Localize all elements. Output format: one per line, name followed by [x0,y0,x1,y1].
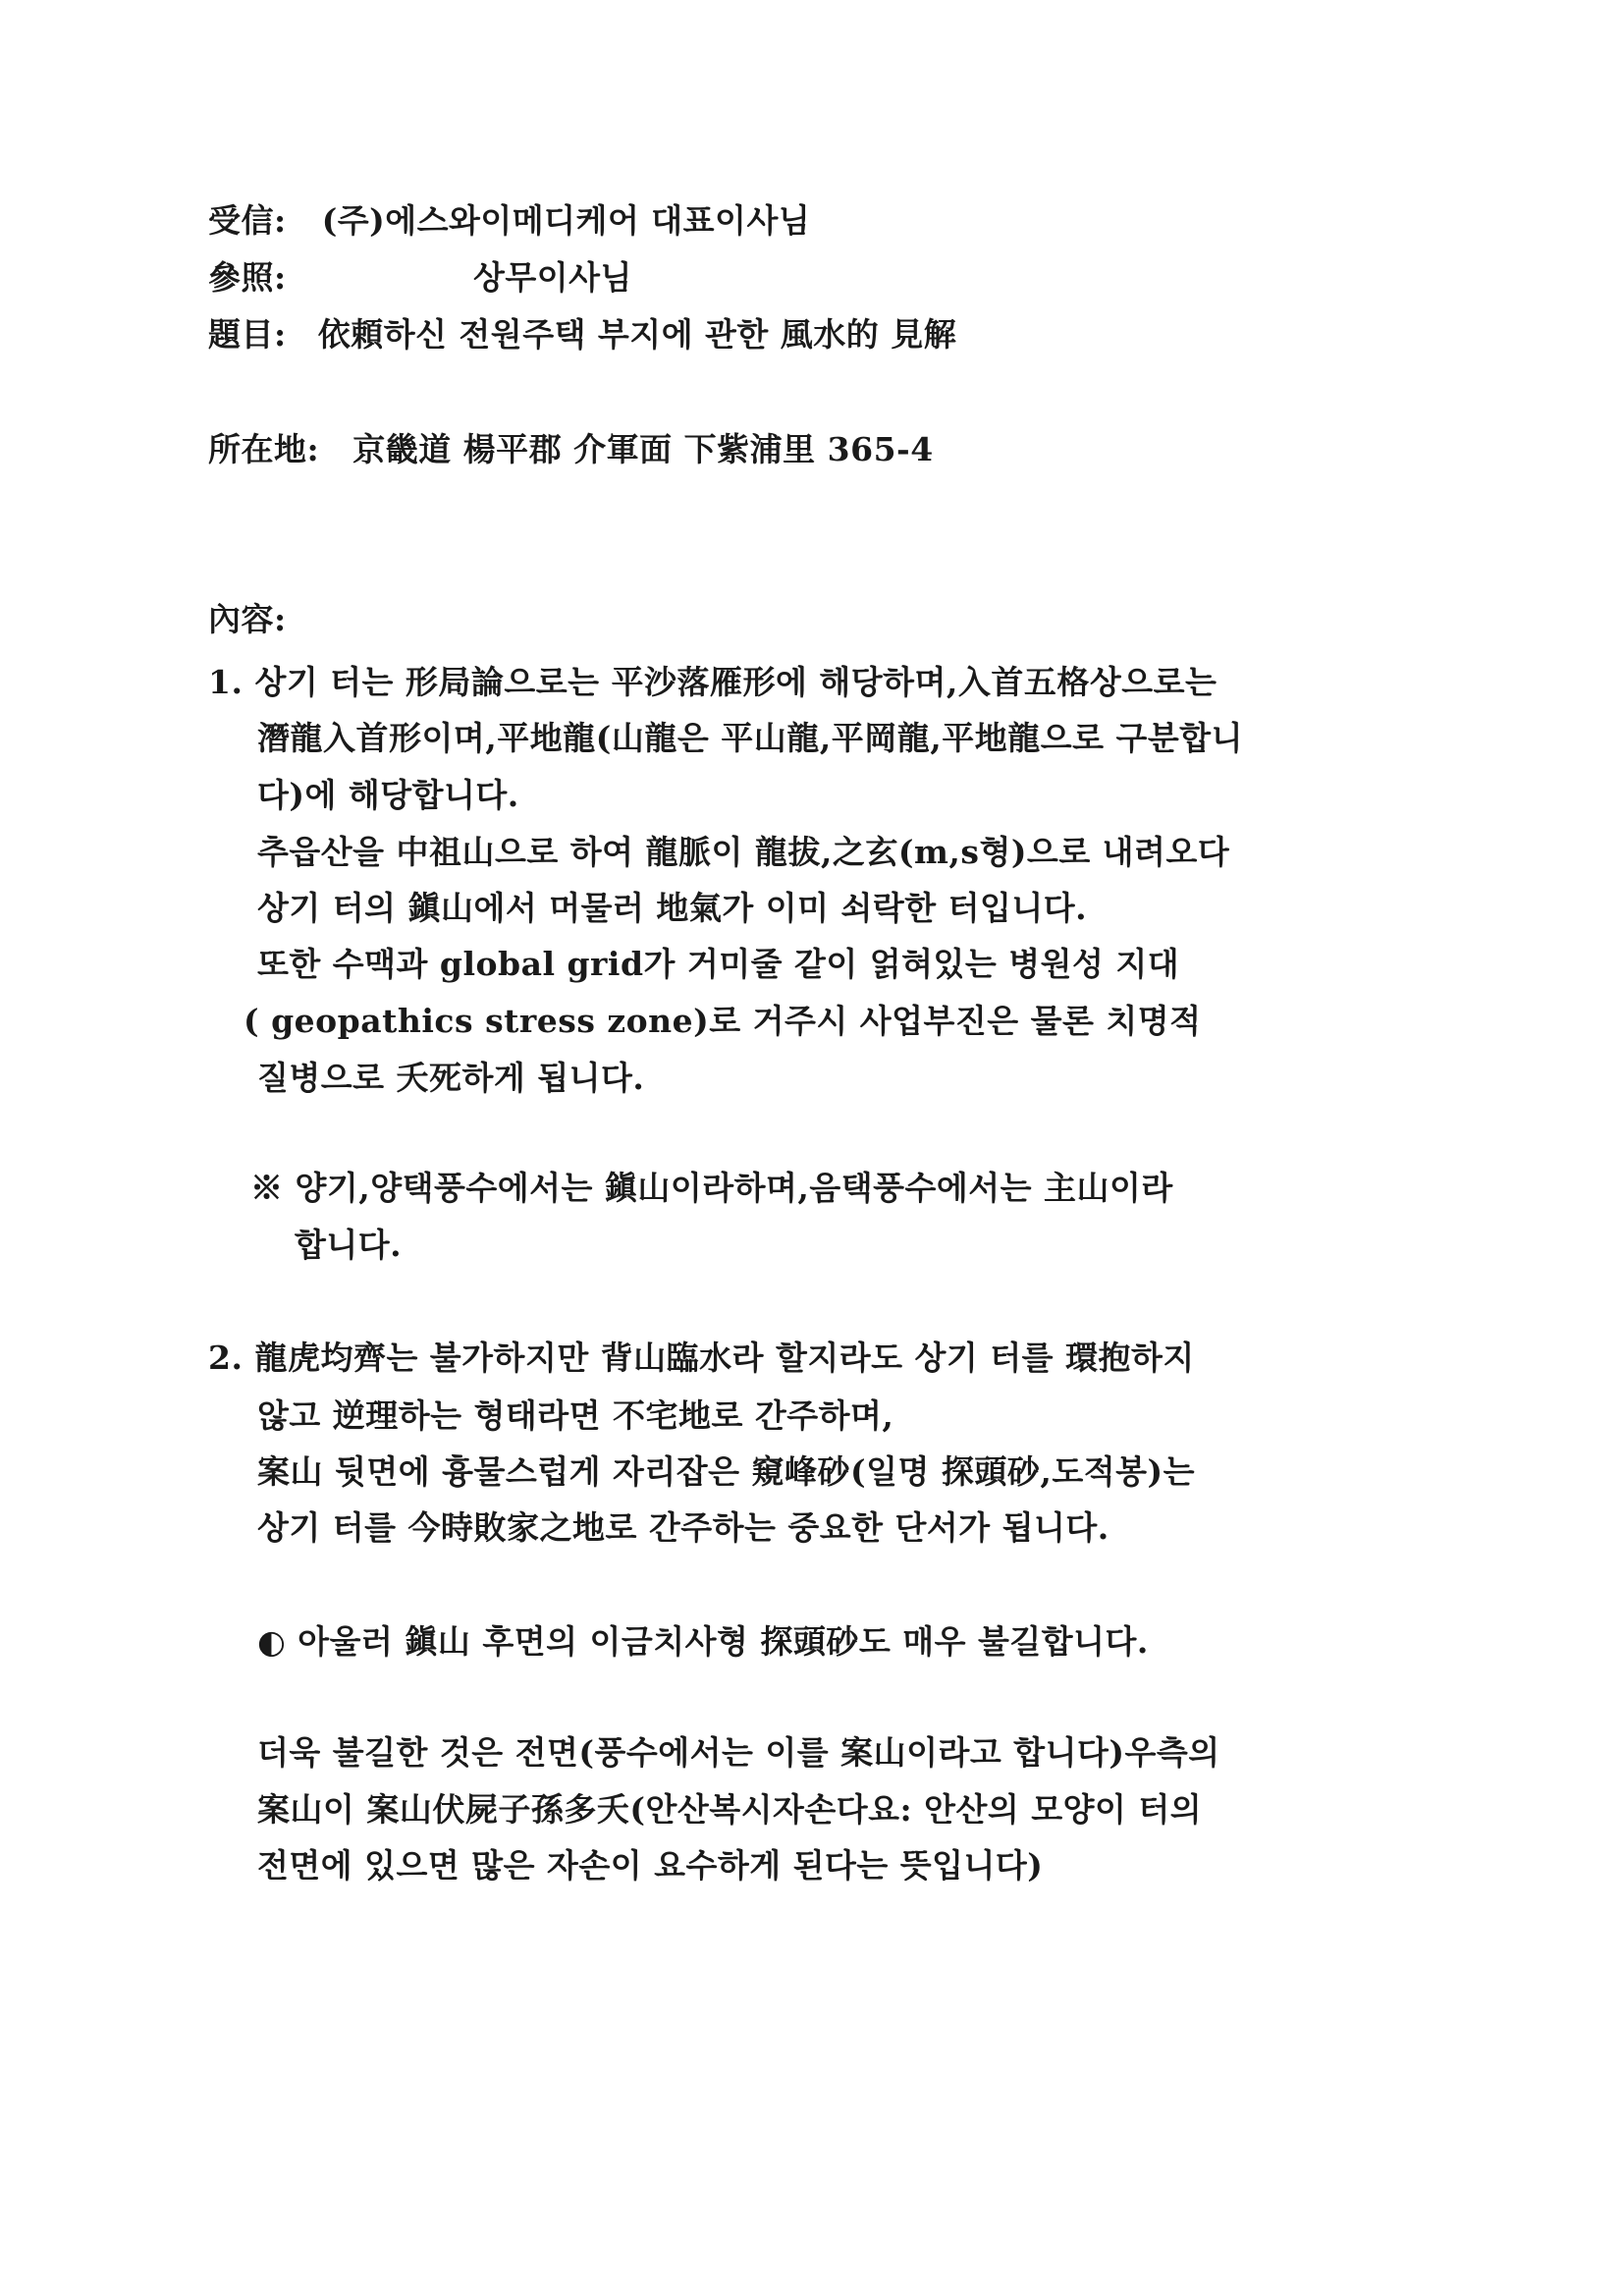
receiver-label: 受信: [208,201,287,240]
location-label: 所在地: [208,430,320,468]
section1-line: 1. 상기 터는 形局論으로는 平沙落雁形에 해당하며,入首五格상으로는 [208,663,1217,701]
reference-value: 상무이사님 [473,258,632,297]
section2-line: 案山 뒷면에 흉물스럽게 자리잡은 窺峰砂(일명 探頭砂,도적봉)는 [257,1452,1195,1491]
section1-line: 추읍산을 中祖山으로 하여 龍脈이 龍拔,之玄(m,s형)으로 내려오다 [257,833,1230,871]
subject-label: 題目: [208,315,287,354]
section2-line: 상기 터를 今時敗家之地로 간주하는 중요한 단서가 됩니다. [257,1508,1109,1547]
final-line: 전면에 있으면 많은 자손이 요수하게 된다는 뜻입니다) [257,1846,1044,1885]
section2-line: 2. 龍虎均齊는 불가하지만 背山臨水라 할지라도 상기 터를 環抱하지 [208,1339,1195,1377]
bullet-line: ◐ 아울러 鎭山 후면의 이금치사형 探頭砂도 매우 불길합니다. [257,1622,1149,1661]
section2-line: 않고 逆理하는 형태라면 不宅地로 간주하며, [257,1396,894,1435]
section1-line: 질병으로 夭死하게 됩니다. [257,1059,645,1097]
reference-line [208,258,632,298]
subject-line [208,315,956,355]
reference-label: 參照: [208,258,287,297]
note-line: 합니다. [295,1226,403,1264]
section1-line: 潛龍入首形이며,平地龍(山龍은 平山龍,平岡龍,平地龍으로 구분합니 [257,719,1243,757]
location-line [208,430,934,469]
receiver-line [208,201,810,241]
content-heading: 內容: [208,600,287,638]
note-line: ※ 양기,양택풍수에서는 鎭山이라하며,음택풍수에서는 主山이라 [250,1169,1173,1207]
section1-line: 또한 수맥과 global grid가 거미줄 같이 얽혀있는 병원성 지대 [257,945,1180,983]
location-value: 京畿道 楊平郡 介軍面 下紫浦里 365-4 [352,430,934,468]
final-line: 더욱 불길한 것은 전면(풍수에서는 이를 案山이라고 합니다)우측의 [257,1733,1220,1772]
final-line: 案山이 案山伏屍子孫多夭(안산복시자손다요: 안산의 모양이 터의 [257,1790,1203,1829]
section1-line: 상기 터의 鎭山에서 머물러 地氣가 이미 쇠락한 터입니다. [257,889,1088,927]
section1-line: 다)에 해당합니다. [257,776,519,814]
receiver-value: (주)에스와이메디케어 대표이사님 [321,201,811,240]
section1-line: ( geopathics stress zone)로 거주시 사업부진은 물론 치명적 [243,1002,1202,1040]
subject-value: 依頼하신 전원주택 부지에 관한 風水的 見解 [317,315,957,354]
